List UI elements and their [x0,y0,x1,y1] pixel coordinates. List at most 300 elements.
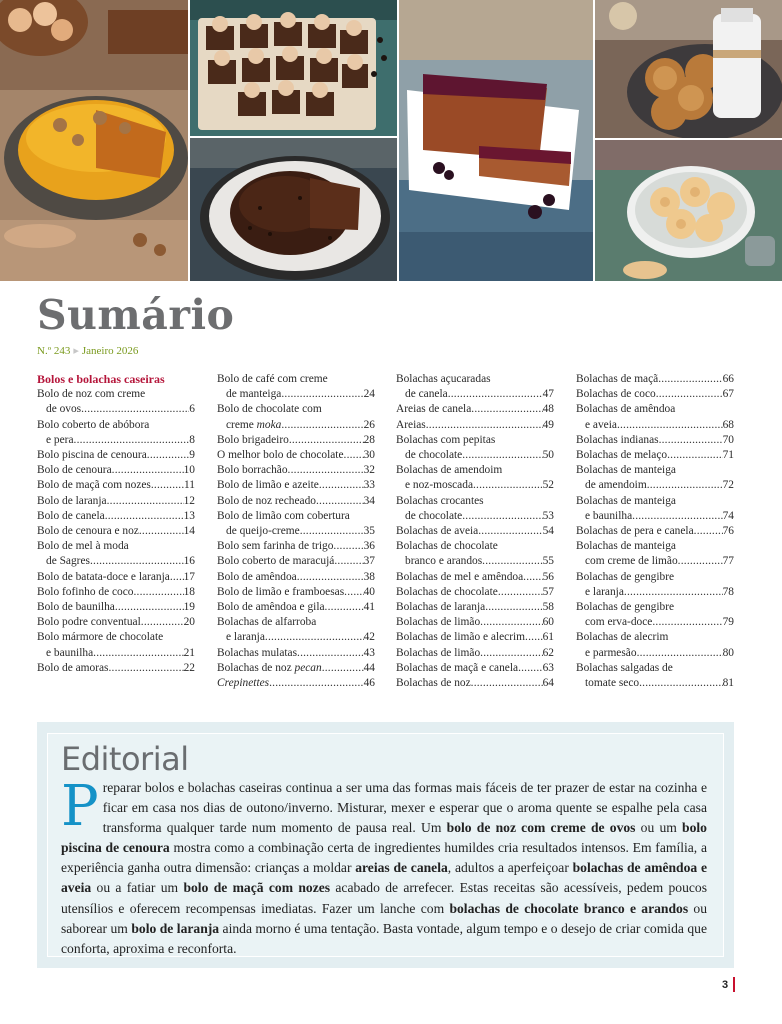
toc-page-number: 57 [542,585,554,598]
toc-entry[interactable] [217,494,375,509]
toc-entry[interactable] [396,630,554,645]
toc-leader-dots [617,418,723,433]
toc-entry[interactable] [576,418,734,433]
toc-entry[interactable] [37,433,195,448]
toc-entry-label: Bolachas de limão [396,646,481,659]
toc-column-4 [576,372,734,691]
toc-entry-label: Bolachas crocantes [396,494,484,507]
toc-leader-dots [112,463,184,478]
toc-entry[interactable] [396,585,554,600]
toc-entry[interactable] [396,646,554,661]
toc-entry [217,372,375,387]
toc-entry-label: Bolachas açucaradas [396,373,491,385]
toc-entry-label: Bolo de amoras [37,661,109,674]
page-number: 3 [722,979,729,991]
issue-date: Janeiro 2026 [81,345,139,357]
toc-leader-dots [344,585,363,600]
toc-page-number: 55 [542,555,554,568]
toc-entry-label: Bolo fofinho de coco [37,585,134,598]
toc-entry [37,539,195,554]
toc-page-number: 41 [363,601,375,614]
loaf-cake-photo [399,0,593,281]
toc-entry [576,539,734,554]
toc-leader-dots [333,539,363,554]
toc-leader-dots [518,661,543,676]
editorial-text [61,774,708,959]
toc-leader-dots [462,509,542,524]
toc-leader-dots [93,646,183,661]
editorial-highlight: bolachas de amêndoa e aveia [61,860,707,896]
toc-entry[interactable] [37,661,195,676]
brownies-photo [190,0,397,136]
toc-entry [576,661,734,676]
butter-cookies-photo [595,140,782,281]
toc-page-number: 77 [722,555,734,568]
toc-entry [217,402,375,417]
toc-entry[interactable] [576,372,734,387]
toc-entry[interactable] [37,554,195,569]
toc-entry-label: Bolo de cenoura [37,464,112,477]
toc-page-number: 63 [542,661,554,674]
editorial-text-run: ou um [635,820,683,836]
toc-entry-label: de queijo-creme [226,525,300,538]
toc-leader-dots [344,448,364,463]
toc-entry [396,463,554,478]
toc-entry-label: Bolachas de limão [396,616,481,629]
toc-entry[interactable] [396,524,554,539]
toc-leader-dots [448,387,543,402]
toc-entry-label: Bolachas de chocolate [396,540,498,553]
editorial-text-run: ou saborear um [61,900,708,936]
toc-leader-dots [471,676,543,691]
toc-entry [576,570,734,585]
toc-leader-dots [632,509,722,524]
toc-entry[interactable] [37,402,195,417]
toc-entry [217,509,375,524]
toc-entry[interactable] [396,570,554,585]
toc-entry-label: e laranja [585,585,624,598]
toc-leader-dots [525,630,543,645]
toc-page-number: 8 [189,433,195,446]
toc-entry-label: de canela [405,388,448,401]
toc-leader-dots [133,585,183,600]
toc-entry [37,418,195,433]
toc-entry[interactable] [217,387,375,402]
toc-leader-dots [639,676,723,691]
toc-entry[interactable] [396,600,554,615]
toc-leader-dots [300,524,364,539]
toc-entry-label: Bolos e bolachas caseiras [37,372,165,386]
toc-leader-dots [281,387,363,402]
toc-page-number: 46 [363,677,375,690]
toc-page-number: 78 [722,585,734,598]
editorial-text-run: ou a fatiar um [91,880,184,896]
toc-entry-label: Bolo de cenoura e noz [37,525,139,538]
toc-page-number: 54 [542,525,554,538]
toc-leader-dots [473,478,543,493]
toc-entry[interactable] [396,478,554,493]
toc-leader-dots [115,600,184,615]
toc-entry-label: Bolo de amêndoa e gila [217,601,325,614]
toc-page-number: 62 [542,646,554,659]
toc-entry[interactable] [37,463,195,478]
toc-entry[interactable] [37,448,195,463]
toc-entry-label: Bolo de noz com creme [37,388,146,401]
toc-entry-label: Bolachas de mel e amêndoa [396,570,524,583]
toc-entry[interactable] [37,478,195,493]
toc-leader-dots [288,463,364,478]
toc-page-number: 70 [722,433,734,446]
toc-entry [396,494,554,509]
toc-entry-label: Bolo de canela [37,509,105,522]
toc-page-number: 38 [363,570,375,583]
toc-entry-label: Bolo coberto de maracujá [217,555,335,568]
toc-entry[interactable] [37,494,195,509]
toc-entry[interactable] [576,524,734,539]
toc-entry[interactable] [217,539,375,554]
editorial-highlight: bolo de laranja [131,920,220,936]
toc-page-number: 26 [363,418,375,431]
toc-entry-label: Bolo de baunilha [37,601,115,614]
toc-column-3 [396,372,554,691]
toc-leader-dots [151,478,184,493]
toc-entry-label: Bolachas salgadas de [576,661,673,674]
toc-leader-dots [658,372,722,387]
toc-entry[interactable] [396,661,554,676]
toc-page-number: 11 [184,479,195,492]
toc-entry [37,387,195,402]
toc-entry-label: e pera [46,433,74,446]
toc-page-number: 47 [542,388,554,401]
toc-entry-label: Bolo piscina de cenoura [37,449,147,462]
toc-entry[interactable] [576,433,734,448]
toc-entry[interactable] [576,646,734,661]
toc-leader-dots [659,433,723,448]
toc-leader-dots [637,646,723,661]
toc-leader-dots [81,402,189,417]
toc-leader-dots [694,524,723,539]
toc-entry-label: Bolachas de melaço [576,449,668,462]
toc-entry-label: Bolachas de gengibre [576,601,675,614]
toc-page-number: 80 [722,646,734,659]
toc-page-number: 40 [363,585,375,598]
toc-entry-label: Bolo de limão com cobertura [217,509,350,522]
toc-category-heading [37,372,195,387]
page-title: Sumário [37,291,235,339]
toc-entry-label: Bolachas com pepitas [396,433,496,446]
toc-entry[interactable] [217,418,375,433]
toc-leader-dots [480,646,542,661]
toc-entry-label: Bolachas de limão e alecrim [396,631,526,644]
toc-entry [396,539,554,554]
toc-page-number: 44 [363,661,375,674]
toc-column-2 [217,372,375,691]
toc-page-number: 72 [722,479,734,492]
toc-entry[interactable] [576,448,734,463]
toc-page-number: 48 [542,403,554,416]
toc-page-number: 12 [183,494,195,507]
toc-entry[interactable] [37,585,195,600]
toc-entry[interactable] [217,478,375,493]
toc-entry-label: Bolo coberto de abóbora [37,418,150,431]
toc-entry[interactable] [217,554,375,569]
toc-leader-dots [107,494,184,509]
toc-leader-dots [322,661,364,676]
toc-entry-label: Bolo de laranja [37,494,107,507]
editorial-highlight: bolo de maçã com nozes [183,880,331,896]
toc-entry-label: de amendoim [585,479,647,492]
issue-line [37,344,138,357]
toc-leader-dots [498,585,543,600]
toc-entry-label: Bolachas de alecrim [576,631,669,644]
toc-entry-label: Bolo de café com creme [217,373,328,385]
toc-entry[interactable] [396,448,554,463]
toc-leader-dots [478,524,542,539]
toc-entry[interactable] [217,646,375,661]
editorial-text-run: mostra como a combinação certa de ingredientes humildes cria resultados intensos. Em família, a experiência ganha outra dimensão: crianças a moldar [61,840,707,876]
chocolate-cake-photo [190,138,397,281]
toc-page-number: 19 [183,601,195,614]
toc-entry[interactable] [576,676,734,691]
toc-entry[interactable] [217,676,375,691]
toc-leader-dots [334,554,363,569]
toc-entry-label: Bolo brigadeiro [217,433,289,446]
toc-entry[interactable] [217,448,375,463]
toc-leader-dots [74,433,190,448]
toc-leader-dots [269,676,364,691]
toc-page-number: 61 [542,631,554,644]
toc-page-number: 60 [542,616,554,629]
toc-entry-label: Bolachas de maçã e canela [396,661,519,674]
table-of-contents [37,372,745,692]
cookies-milk-photo [595,0,782,138]
toc-entry [576,463,734,478]
toc-leader-dots [325,600,364,615]
toc-entry-label: Bolo de amêndoa [217,570,297,583]
toc-entry-label: e parmesão [585,646,637,659]
editorial-body [61,774,708,956]
toc-page-number: 34 [363,494,375,507]
toc-entry-label: Bolo de limão e framboesas [217,585,345,598]
toc-leader-dots [462,448,542,463]
toc-entry[interactable] [396,402,554,417]
toc-entry[interactable] [396,387,554,402]
toc-entry-label: de chocolate [405,449,463,462]
toc-leader-dots [652,615,722,630]
toc-entry[interactable] [396,509,554,524]
toc-entry-label: e baunilha [585,509,633,522]
toc-page-number: 6 [189,403,195,416]
toc-entry-label: e laranja [226,631,265,644]
toc-leader-dots [141,615,184,630]
toc-entry[interactable] [217,433,375,448]
toc-leader-dots [426,418,543,433]
toc-entry[interactable] [396,418,554,433]
toc-entry[interactable] [576,387,734,402]
toc-entry-label: Bolo mármore de chocolate [37,631,164,644]
photo-strip [0,0,782,281]
toc-entry-label: Bolo sem farinha de trigo [217,540,334,553]
toc-entry-label: Bolo de limão e azeite [217,479,319,492]
toc-entry-label: Bolachas de noz [396,677,471,690]
toc-leader-dots [523,570,542,585]
toc-entry[interactable] [576,554,734,569]
editorial-text-run: ainda morno é uma tentação. Basta vontade, algum tempo e o desejo de criar comida que conforta, aproxima e reconforta. [61,920,707,956]
toc-entry-label: e noz-moscada [405,479,473,492]
toc-entry[interactable] [37,646,195,661]
toc-entry [576,630,734,645]
toc-page-number: 50 [542,449,554,462]
toc-entry-label: Bolo borrachão [217,464,288,477]
toc-entry-label: Bolachas indianas [576,433,659,446]
toc-page-number: 56 [542,570,554,583]
toc-page-number: 52 [542,479,554,492]
toc-leader-dots [624,585,723,600]
toc-entry [576,402,734,417]
toc-leader-dots [485,600,542,615]
toc-page-number: 30 [363,449,375,462]
toc-entry [576,600,734,615]
toc-entry[interactable] [37,570,195,585]
toc-page-number: 22 [183,661,195,674]
toc-entry-label: Bolo de batata-doce e laranja [37,570,170,583]
toc-leader-dots [90,554,184,569]
toc-leader-dots [297,646,364,661]
toc-page-number: 16 [183,555,195,568]
toc-entry[interactable] [37,600,195,615]
toc-leader-dots [170,570,184,585]
toc-entry[interactable] [217,661,375,676]
toc-leader-dots [281,418,363,433]
toc-entry-label: Bolachas de laranja [396,601,486,614]
toc-page-number: 36 [363,540,375,553]
toc-leader-dots [109,661,184,676]
toc-entry[interactable] [576,478,734,493]
editorial-title: Editorial [61,740,189,778]
toc-entry-label: Bolachas de aveia [396,525,479,538]
toc-page-number: 66 [722,373,734,385]
toc-entry-label: Bolachas de amêndoa [576,403,676,416]
toc-entry [576,494,734,509]
toc-leader-dots [480,615,542,630]
toc-entry[interactable] [217,524,375,539]
toc-column-1 [37,372,195,676]
toc-entry-label: de chocolate [405,509,463,522]
toc-entry[interactable] [217,630,375,645]
toc-entry-label: Bolachas de maçã [576,373,659,385]
toc-entry[interactable] [217,463,375,478]
toc-entry[interactable] [576,585,734,600]
toc-page-number: 28 [363,433,375,446]
toc-page-number: 43 [363,646,375,659]
toc-entry [217,615,375,630]
toc-entry-label: de manteiga [226,388,282,401]
toc-page-number: 53 [542,509,554,522]
toc-page-number: 68 [722,418,734,431]
toc-entry-label: Bolachas de alfarroba [217,616,317,629]
page-number-bar [733,977,735,992]
toc-page-number: 79 [722,616,734,629]
toc-page-number: 24 [363,388,375,401]
toc-page-number: 10 [183,464,195,477]
editorial-text-run: acabado de arrefecer. Estas receitas são acessíveis, pedem poucos utensílios e oferecem recompensas imediatas. Fazer um lanche com [61,880,707,916]
toc-page-number: 76 [722,525,734,538]
toc-leader-dots [265,630,364,645]
toc-leader-dots [105,509,184,524]
editorial-highlight: areias de canela [355,860,448,876]
toc-entry-label: e baunilha [46,646,94,659]
toc-leader-dots [316,494,364,509]
toc-entry-label: Bolo de chocolate com [217,403,322,416]
editorial-dropcap: P [61,774,99,839]
toc-entry-label: com erva-doce [585,616,653,629]
toc-entry-label: Bolachas de manteiga [576,464,676,477]
toc-page-number: 49 [542,418,554,431]
toc-entry[interactable] [396,676,554,691]
toc-entry[interactable] [217,585,375,600]
toc-entry[interactable] [217,570,375,585]
toc-entry-label: Bolachas de manteiga [576,540,676,553]
toc-entry [37,630,195,645]
toc-page-number: 18 [183,585,195,598]
toc-entry[interactable] [396,554,554,569]
toc-page-number: 42 [363,631,375,644]
toc-entry-label: Bolo de mel à moda [37,540,129,553]
toc-entry[interactable] [576,615,734,630]
toc-entry[interactable] [37,615,195,630]
editorial-highlight: bolachas de chocolate branco e arandos [449,900,689,916]
toc-entry[interactable] [37,524,195,539]
separator-triangle-icon: ▸ [73,345,79,357]
toc-leader-dots [147,448,190,463]
toc-entry-label: tomate seco [585,677,640,690]
toc-page-number: 35 [363,525,375,538]
toc-leader-dots [297,570,364,585]
editorial-highlight: bolo de noz com creme de ovos [446,820,636,836]
toc-entry[interactable] [396,615,554,630]
toc-entry-label: Crepinettes [217,677,270,690]
toc-entry-label: e aveia [585,418,617,431]
toc-leader-dots [482,554,542,569]
toc-page-number: 20 [183,616,195,629]
toc-page-number: 14 [183,525,195,538]
toc-entry-label: Bolachas de pera e canela [576,525,694,538]
toc-leader-dots [647,478,723,493]
toc-page-number: 67 [722,388,734,401]
toc-page-number: 32 [363,464,375,477]
toc-entry-label: Bolachas de amendoim [396,464,503,477]
toc-entry-label: O melhor bolo de chocolate [217,449,344,462]
toc-entry-label: Bolachas de gengibre [576,570,675,583]
toc-page-number: 74 [722,509,734,522]
toc-leader-dots [289,433,364,448]
toc-entry-label: Bolo de noz recheado [217,494,316,507]
editorial-text-run: reparar bolos e bolachas caseiras continua a ser uma das formas mais fáceis de ter prazer de estar na cozinha e ficar em casa nos dias de outono/inverno. Misturar, mexer e esperar que o aroma quente se espalhe pela casa transforma qualquer tarde num momento de pausa real. Um [102,780,707,836]
toc-entry[interactable] [576,509,734,524]
toc-entry-label: Bolachas de coco [576,388,656,401]
toc-entry-label: Areias de canela [396,403,472,416]
toc-entry[interactable] [37,509,195,524]
toc-entry-label: de Sagres [46,555,90,568]
toc-entry-label: creme moka [226,418,282,431]
toc-leader-dots [667,448,723,463]
toc-entry[interactable] [217,600,375,615]
toc-entry-label: de ovos [46,403,82,416]
toc-page-number: 64 [542,677,554,690]
toc-page-number: 9 [189,449,195,462]
toc-leader-dots [656,387,723,402]
toc-entry [396,433,554,448]
